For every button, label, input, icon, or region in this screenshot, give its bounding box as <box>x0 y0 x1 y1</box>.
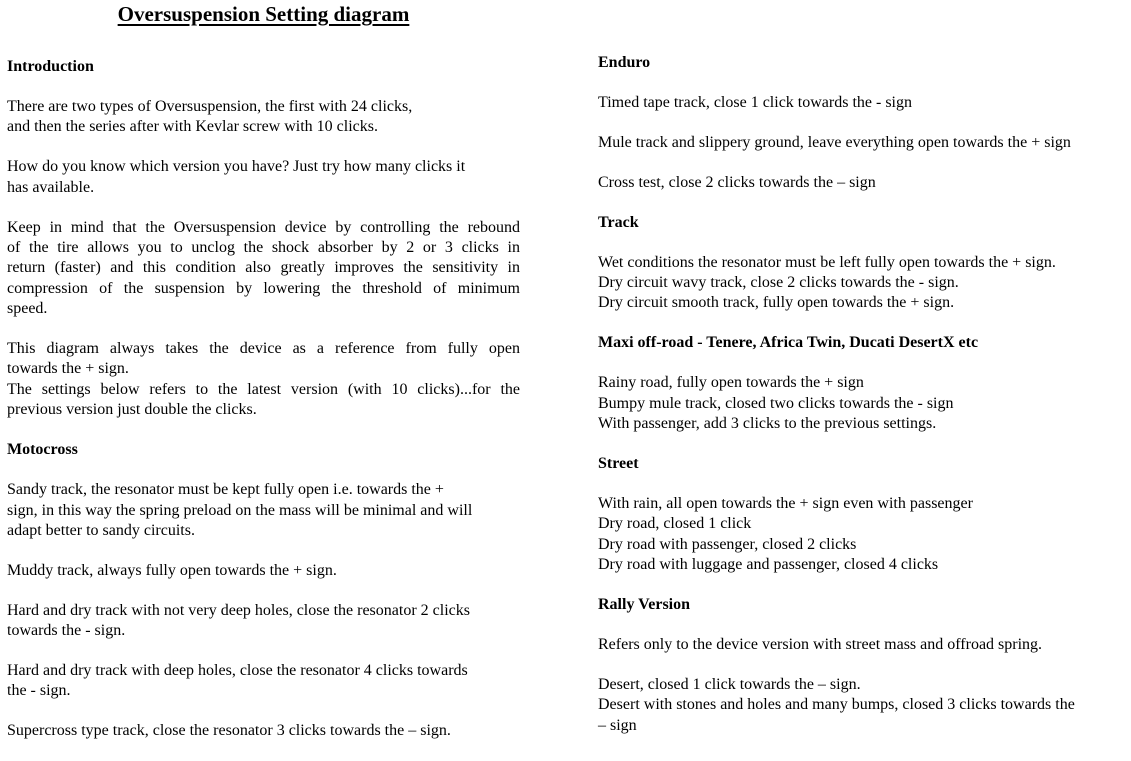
paragraph-line: Desert, closed 1 click towards the – sign. <box>598 675 861 693</box>
paragraph <box>7 480 520 541</box>
paragraph-line: Desert with stones and holes and many bumps, closed 3 clicks towards the <box>598 696 1075 714</box>
paragraph-line: The settings below refers to the latest version (with 10 clicks)...for the <box>7 380 520 398</box>
paragraph-line: Bumpy mule track, closed two clicks towards the - sign <box>598 394 954 412</box>
paragraph-line: and then the series after with Kevlar screw with 10 clicks. <box>7 118 378 136</box>
paragraph <box>598 675 1126 736</box>
paragraph <box>7 601 520 642</box>
paragraph-line: Refers only to the device version with street mass and offroad spring. <box>598 635 1043 653</box>
paragraph-line: Sandy track, the resonator must be kept fully open i.e. towards the + <box>7 481 444 499</box>
paragraph <box>598 173 1126 193</box>
paragraph-line: towards the + sign. <box>7 360 129 378</box>
paragraph-line: This diagram always takes the device as a reference from fully open <box>7 340 520 358</box>
paragraph-line: Keep in mind that the Oversuspension device by controlling the rebound <box>7 218 520 236</box>
left-column <box>7 57 520 761</box>
paragraph-line: previous version just double the clicks. <box>7 401 257 419</box>
paragraph-line: Cross test, close 2 clicks towards the – sign <box>598 173 876 191</box>
section-heading: Maxi off-road - Tenere, Africa Twin, Ducati DesertX etc <box>598 334 979 352</box>
document-title: Oversuspension Setting diagram <box>117 2 410 26</box>
paragraph-line: Dry circuit wavy track, close 2 clicks towards the - sign. <box>598 273 959 291</box>
paragraph-line: Dry road with luggage and passenger, closed 4 clicks <box>598 556 939 573</box>
section-heading: Enduro <box>598 54 651 71</box>
right-column <box>598 53 1126 755</box>
paragraph <box>7 218 520 320</box>
paragraph-line: of the tire allows you to unclog the shock absorber by 2 or 3 clicks in <box>7 238 520 256</box>
paragraph-line: Hard and dry track with not very deep holes, close the resonator 2 clicks <box>7 601 470 619</box>
paragraph <box>7 97 520 138</box>
paragraph <box>598 635 1126 655</box>
paragraph-line: Hard and dry track with deep holes, close the resonator 4 clicks towards <box>7 662 468 680</box>
paragraph-line: With rain, all open towards the + sign even with passenger <box>598 494 973 512</box>
paragraph-line: Muddy track, always fully open towards the + sign. <box>7 561 337 579</box>
paragraph-line: sign, in this way the spring preload on the mass will be minimal and will <box>7 501 473 519</box>
paragraph-line: Dry circuit smooth track, fully open towards the + sign. <box>598 294 955 312</box>
paragraph <box>598 133 1126 153</box>
paragraph-line: How do you know which version you have? Just try how many clicks it <box>7 158 466 176</box>
section-heading: Street <box>598 454 639 472</box>
paragraph-line: return (faster) and this condition also greatly improves the sensitivity in <box>7 259 520 277</box>
paragraph-line: Rainy road, fully open towards the + sign <box>598 374 864 392</box>
section-heading: Motocross <box>7 441 78 459</box>
paragraph <box>7 661 520 702</box>
paragraph-line: adapt better to sandy circuits. <box>7 521 195 539</box>
paragraph <box>598 93 1126 113</box>
paragraph <box>598 253 1126 314</box>
paragraph <box>7 157 520 198</box>
paragraph <box>7 561 520 581</box>
paragraph <box>7 339 520 421</box>
paragraph-line: towards the - sign. <box>7 622 126 640</box>
paragraph-line: the - sign. <box>7 682 71 700</box>
paragraph <box>7 721 520 741</box>
paragraph-line: Dry road with passenger, closed 2 clicks <box>598 535 857 553</box>
paragraph-line: has available. <box>7 178 95 196</box>
paragraph-line: With passenger, add 3 clicks to the previous settings. <box>598 414 937 432</box>
paragraph-line: Timed tape track, close 1 click towards the - sign <box>598 93 912 111</box>
paragraph-line: There are two types of Oversuspension, the first with 24 clicks, <box>7 97 413 115</box>
paragraph <box>598 373 1126 434</box>
paragraph-line: Wet conditions the resonator must be left fully open towards the + sign. <box>598 253 1056 271</box>
paragraph-line: Supercross type track, close the resonator 3 clicks towards the – sign. <box>7 722 451 740</box>
paragraph-line: compression of the suspension by lowering the threshold of minimum <box>7 279 520 297</box>
section-heading: Rally Version <box>598 595 691 613</box>
paragraph <box>598 494 1126 576</box>
section-heading: Introduction <box>7 58 94 75</box>
paragraph-line: speed. <box>7 300 48 318</box>
paragraph-line: – sign <box>598 716 637 734</box>
section-heading: Track <box>598 213 639 231</box>
paragraph-line: Dry road, closed 1 click <box>598 515 752 533</box>
paragraph-line: Mule track and slippery ground, leave everything open towards the + sign <box>598 133 1071 151</box>
